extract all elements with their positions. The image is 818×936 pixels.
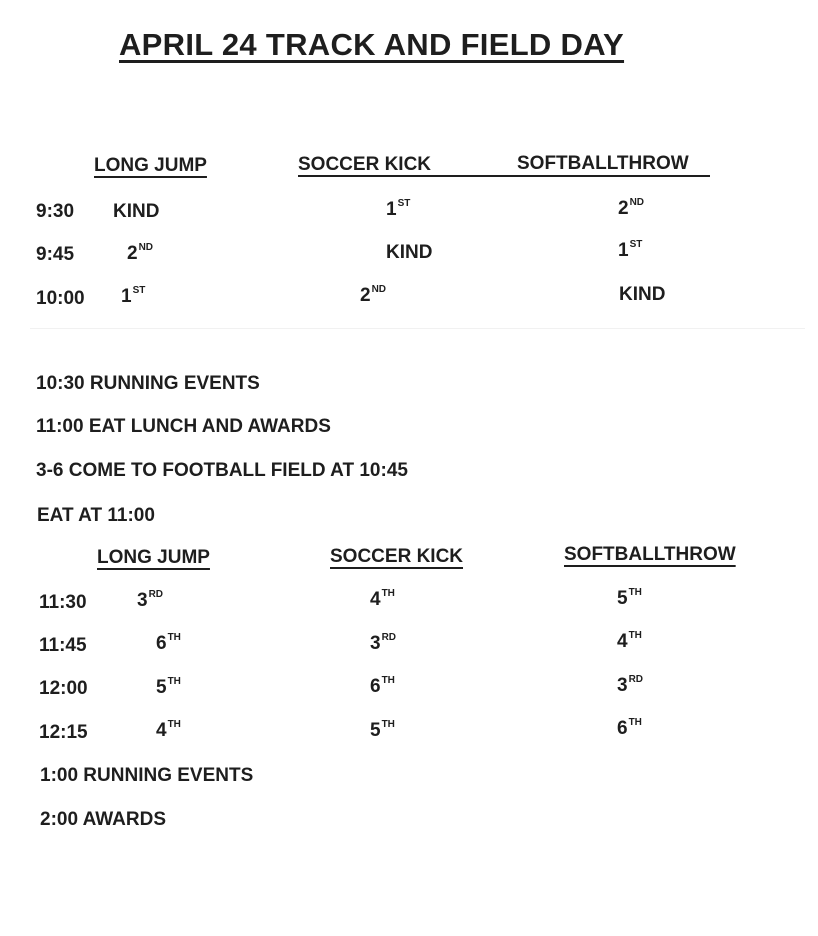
morning-row-1-time: 9:30 — [36, 201, 75, 222]
afternoon-row-1-time: 11:30 — [39, 592, 87, 613]
afternoon-row-4-long-jump: 4TH — [156, 719, 181, 741]
note-running-events: 10:30 RUNNING EVENTS — [36, 373, 260, 394]
afternoon-row-4-soccer-kick: 5TH — [370, 719, 395, 741]
afternoon-row-1-long-jump: 3RD — [137, 589, 164, 611]
morning-header-soccer-kick: SOCCER KICK — [298, 154, 432, 175]
closing-running-events: 1:00 RUNNING EVENTS — [40, 765, 254, 786]
morning-row-1-soccer-kick: 1ST — [386, 198, 411, 220]
scan-divider — [30, 328, 805, 329]
afternoon-row-3-soccer-kick: 6TH — [370, 675, 395, 697]
morning-row-3-long-jump: 1ST — [121, 285, 146, 307]
note-eat-time: EAT AT 11:00 — [37, 505, 155, 526]
afternoon-row-3-softball-throw: 3RD — [617, 674, 644, 696]
morning-header-long-jump: LONG JUMP — [94, 155, 207, 176]
afternoon-row-3-time: 12:00 — [39, 678, 88, 699]
afternoon-row-1-softball-throw: 5TH — [617, 587, 642, 609]
afternoon-header-soccer-kick: SOCCER KICK — [330, 546, 464, 567]
afternoon-row-4-softball-throw: 6TH — [617, 717, 642, 739]
closing-awards: 2:00 AWARDS — [40, 809, 166, 830]
afternoon-row-1-soccer-kick: 4TH — [370, 588, 395, 610]
page-title: APRIL 24 TRACK AND FIELD DAY — [119, 27, 625, 62]
note-football-field: 3-6 COME TO FOOTBALL FIELD AT 10:45 — [36, 460, 408, 481]
afternoon-row-3-long-jump: 5TH — [156, 676, 181, 698]
morning-header-underline — [298, 175, 710, 177]
morning-row-3-soccer-kick: 2ND — [360, 284, 387, 306]
morning-row-2-time: 9:45 — [36, 244, 75, 265]
morning-header-softball-throw: SOFTBALLTHROW — [517, 153, 689, 174]
afternoon-header-long-jump: LONG JUMP — [97, 547, 210, 568]
morning-row-1-long-jump: KIND — [113, 201, 160, 222]
morning-row-2-long-jump: 2ND — [127, 242, 154, 264]
afternoon-row-2-long-jump: 6TH — [156, 632, 181, 654]
morning-row-3-softball-throw: KIND — [619, 284, 666, 305]
afternoon-row-2-soccer-kick: 3RD — [370, 632, 397, 654]
afternoon-row-2-softball-throw: 4TH — [617, 630, 642, 652]
note-lunch-awards: 11:00 EAT LUNCH AND AWARDS — [36, 416, 331, 437]
morning-row-3-time: 10:00 — [36, 288, 85, 309]
morning-row-1-softball-throw: 2ND — [618, 197, 645, 219]
morning-row-2-softball-throw: 1ST — [618, 239, 643, 261]
morning-row-2-soccer-kick: KIND — [386, 242, 433, 263]
afternoon-row-2-time: 11:45 — [39, 635, 87, 656]
afternoon-header-softball-throw: SOFTBALLTHROW — [564, 544, 736, 565]
afternoon-row-4-time: 12:15 — [39, 722, 88, 743]
